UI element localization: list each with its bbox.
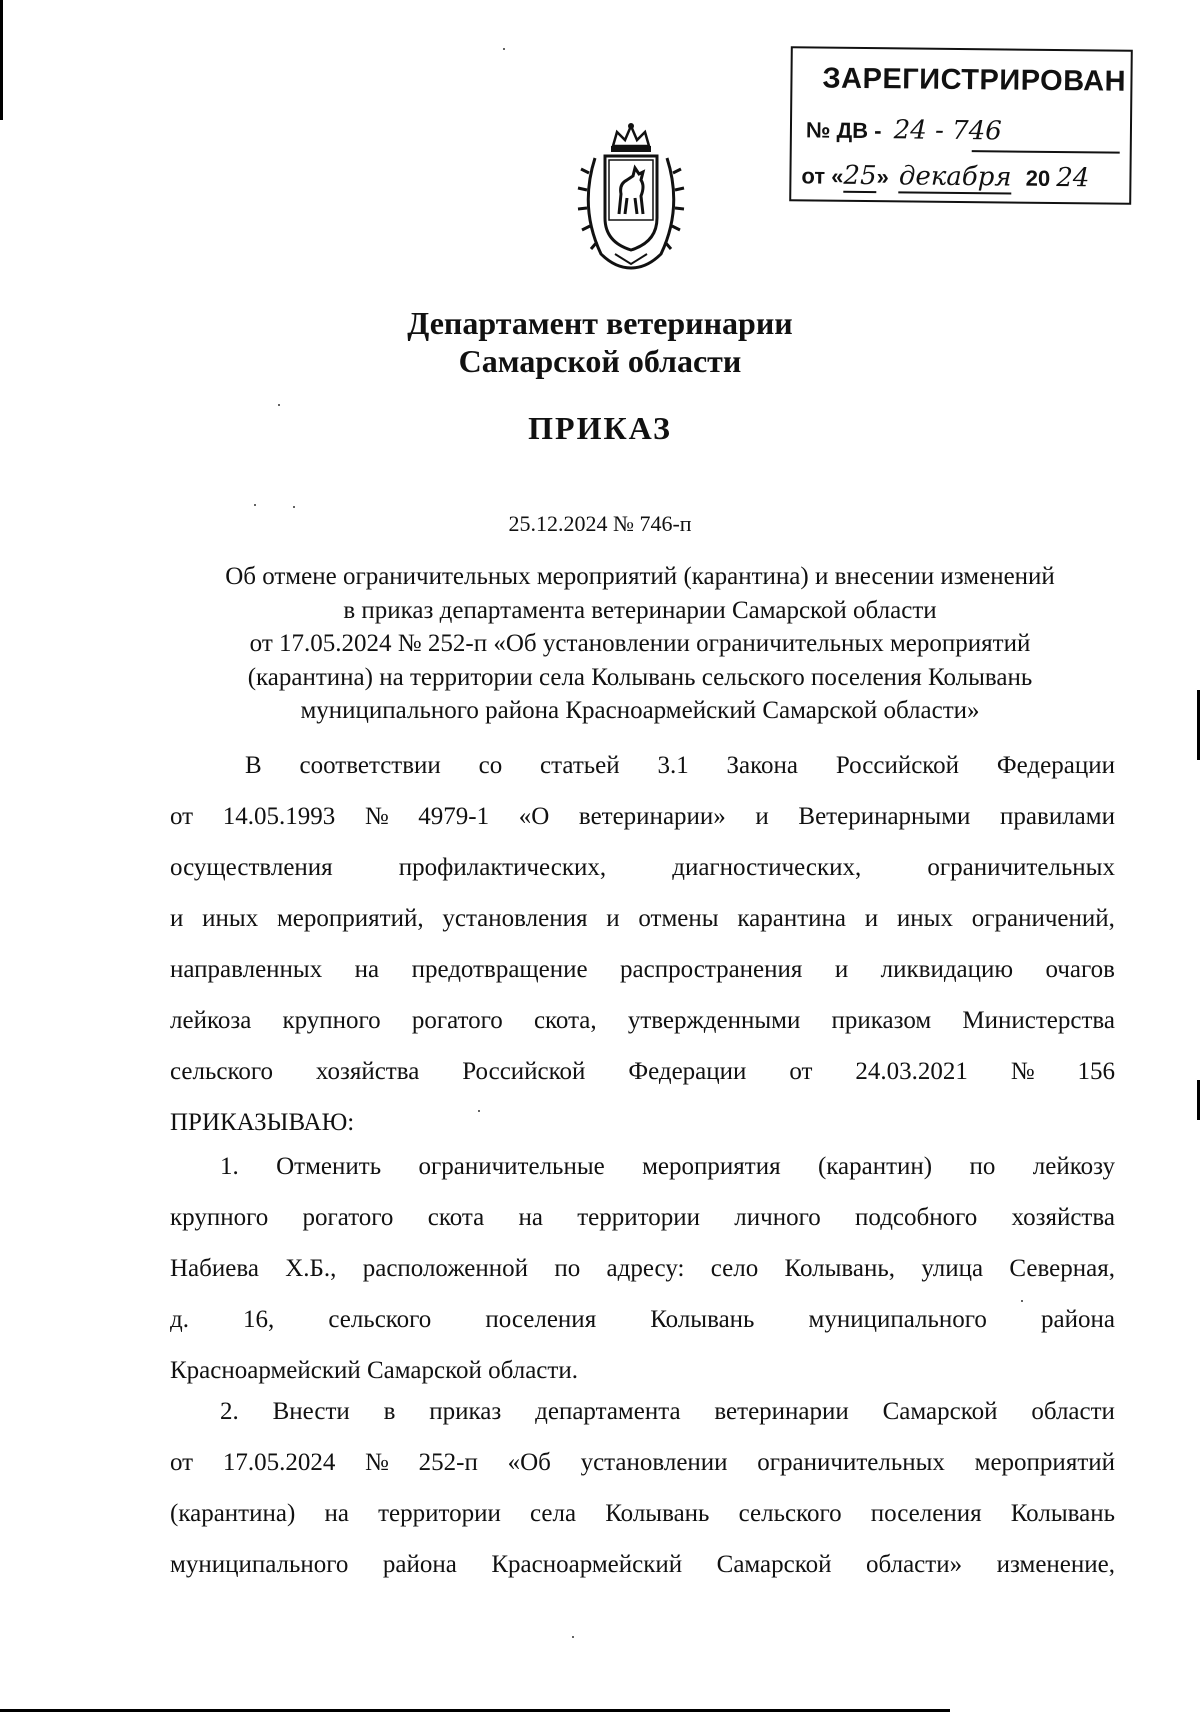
word: села [530, 1500, 577, 1527]
word: 14.05.1993 [222, 803, 336, 830]
order-item-1 [170, 1153, 1115, 1408]
word: и [170, 905, 184, 932]
stamp-number-underline [972, 150, 1120, 154]
word: лейкоза [170, 1007, 252, 1034]
subject-line: Об отмене ограничительных мероприятий (карантина) и внесении изменений [225, 563, 1055, 590]
word: улица [921, 1255, 984, 1282]
word: ветеринарии [714, 1398, 849, 1425]
word: осуществления [170, 854, 333, 881]
text-line [170, 1204, 1115, 1255]
word: Ветеринарными [798, 803, 971, 830]
word: д. [170, 1306, 189, 1333]
word: Колывань, [784, 1255, 896, 1282]
word: Красноармейский [491, 1551, 683, 1578]
word: Колывань [650, 1306, 755, 1333]
word: Федерации [628, 1058, 747, 1085]
word: сельского [738, 1500, 842, 1527]
word: района [1040, 1306, 1115, 1333]
word: очагов [1045, 956, 1115, 983]
subject-line: муниципального района Красноармейский Самарской области» [300, 697, 980, 724]
word: подсобного [855, 1204, 978, 1231]
text-line [170, 956, 1115, 1007]
organization-name-line1: Департамент ветеринарии [407, 305, 793, 341]
word: от [170, 1449, 194, 1476]
registration-stamp [789, 46, 1133, 205]
order-item-2 [170, 1398, 1115, 1602]
text-line [170, 1255, 1115, 1306]
word: Колывань [1010, 1500, 1115, 1527]
word: Северная, [1009, 1255, 1115, 1282]
word: в [383, 1398, 396, 1425]
word: по [969, 1153, 996, 1180]
text-line: Красноармейский Самарской области. [170, 1357, 578, 1384]
word: от [789, 1058, 813, 1085]
word: ограничительных [757, 1449, 945, 1476]
word: ветеринарии» [578, 803, 726, 830]
word: иных [896, 905, 953, 932]
word: на [324, 1500, 349, 1527]
text-line [170, 1551, 1115, 1602]
word: № [364, 803, 389, 830]
word: № [1010, 1058, 1035, 1085]
stamp-date-day: 25 [843, 160, 877, 192]
word: на [354, 956, 380, 983]
word: направленных [170, 956, 323, 983]
word: В [245, 752, 262, 779]
scan-speck [572, 1636, 574, 1638]
word: области» [866, 1551, 963, 1578]
order-directive: ПРИКАЗЫВАЮ: [170, 1109, 355, 1136]
scan-speck [254, 504, 256, 506]
scan-speck [293, 506, 295, 508]
word: Министерства [962, 1007, 1115, 1034]
word: со [478, 752, 503, 779]
word: 17.05.2024 [222, 1449, 336, 1476]
word: «Об [507, 1449, 551, 1476]
organization-name-line2: Самарской области [458, 343, 742, 379]
word: приказ [429, 1398, 502, 1425]
text-line [170, 854, 1115, 905]
word: крупного [282, 1007, 381, 1034]
word: хозяйства [1011, 1204, 1115, 1231]
word: диагностических, [672, 854, 862, 881]
word: и [864, 905, 879, 932]
word: Российской [835, 752, 960, 779]
word: карантина [737, 905, 846, 932]
word: лейкозу [1032, 1153, 1115, 1180]
stamp-date-year: 24 [1056, 163, 1090, 194]
word: 24.03.2021 [855, 1058, 968, 1085]
word: поселения [485, 1306, 597, 1333]
word: «О [518, 803, 550, 830]
subject-line: в приказ департамента ветеринарии Самарской области [343, 596, 937, 624]
word: от [170, 803, 194, 830]
word: изменение, [996, 1551, 1115, 1578]
subject-line: от 17.05.2024 № 252-п «Об установлении ограничительных мероприятий [249, 630, 1031, 657]
word: предотвращение [411, 956, 588, 983]
word: расположенной [362, 1255, 528, 1282]
stamp-number-row [806, 114, 1116, 147]
stamp-date-prefix: от « [801, 163, 844, 189]
word: по [554, 1255, 581, 1282]
preamble-paragraph [170, 752, 1115, 1160]
word: скота [427, 1204, 485, 1231]
text-line [170, 1007, 1115, 1058]
word: муниципального [170, 1551, 349, 1578]
word: мероприятия [642, 1153, 781, 1180]
word: приказом [831, 1007, 932, 1034]
word: мероприятий [974, 1449, 1115, 1476]
scan-speck [278, 404, 280, 406]
word: муниципального [808, 1306, 987, 1333]
word: сельского [170, 1058, 273, 1085]
word: и [755, 803, 769, 830]
word: 252-п [418, 1449, 478, 1476]
word: ограничительных [927, 854, 1115, 881]
subject-line: (карантина) на территории села Колывань сельского поселения Колывань [247, 663, 1033, 691]
stamp-title: ЗАРЕГИСТРИРОВАН [822, 62, 1127, 98]
word: ограничений, [971, 905, 1115, 932]
word: Российской [462, 1058, 586, 1085]
word: адресу: [606, 1255, 685, 1282]
text-line [170, 1306, 1115, 1357]
order-date-number: 25.12.2024 № 746-п [508, 511, 692, 536]
text-line [170, 1500, 1115, 1551]
word: рогатого [411, 1007, 503, 1034]
text-line [170, 752, 1115, 803]
scan-edge-left [0, 0, 3, 120]
word: департамента [535, 1398, 681, 1425]
word: 16, [243, 1306, 275, 1333]
word: Отменить [276, 1153, 382, 1180]
word: статьей [540, 752, 620, 779]
word: иных [202, 905, 259, 932]
word: ограничительные [418, 1153, 605, 1180]
word: рогатого [302, 1204, 394, 1231]
word: Колывань [605, 1500, 710, 1527]
word: Закона [726, 752, 799, 779]
word: крупного [170, 1204, 269, 1231]
word: установлении [580, 1449, 728, 1476]
word: скота, [533, 1007, 597, 1034]
word: правилами [1000, 803, 1115, 830]
word: Набиева [170, 1255, 259, 1282]
text-line [170, 1398, 1115, 1449]
word: № [365, 1449, 389, 1476]
word: хозяйства [315, 1058, 420, 1085]
word: установления [442, 905, 588, 932]
word: соответствии [299, 752, 441, 779]
document-type: ПРИКАЗ [528, 410, 672, 446]
word: 3.1 [657, 752, 689, 779]
text-line [170, 1449, 1115, 1500]
word: поселения [870, 1500, 982, 1527]
text-line [170, 1153, 1115, 1204]
text-line [170, 905, 1115, 956]
word: 4979-1 [418, 803, 490, 830]
word: Самарской [716, 1551, 832, 1578]
word: на [518, 1204, 543, 1231]
word: области [1031, 1398, 1115, 1425]
word: Внести [272, 1398, 350, 1425]
word: отмены [638, 905, 719, 932]
stamp-number-prefix: № ДВ - [805, 117, 882, 144]
stamp-number-handwritten: 24 - 746 [893, 115, 1002, 147]
word: Федерации [996, 752, 1115, 779]
stamp-date-month: декабря [898, 161, 1012, 193]
word: утвержденными [627, 1007, 801, 1034]
word: распространения [620, 956, 803, 983]
word: мероприятий, [276, 905, 424, 932]
word: ликвидацию [880, 956, 1014, 983]
word: и [606, 905, 620, 932]
text-line [170, 1058, 1115, 1109]
word: Самарской [882, 1398, 998, 1425]
stamp-date-row [801, 160, 1121, 195]
word: (карантина) [170, 1500, 296, 1527]
word: и [834, 956, 849, 983]
word: (карантин) [817, 1153, 933, 1180]
word: 1. [220, 1153, 239, 1180]
word: сельского [328, 1306, 432, 1333]
word: Х.Б., [285, 1255, 337, 1282]
word: село [710, 1255, 759, 1282]
word: личного [734, 1204, 821, 1231]
word: территории [378, 1500, 501, 1527]
stamp-date-sep: » [876, 164, 889, 190]
word: 2. [220, 1398, 239, 1425]
text-line [170, 803, 1115, 854]
word: 156 [1077, 1058, 1115, 1085]
coat-of-arms-icon [575, 118, 687, 278]
word: территории [577, 1204, 701, 1231]
word: профилактических, [398, 854, 607, 881]
stamp-date-year-prefix: 20 [1025, 165, 1051, 191]
word: района [382, 1551, 457, 1578]
order-subject [150, 560, 1130, 728]
scan-speck [503, 48, 505, 50]
